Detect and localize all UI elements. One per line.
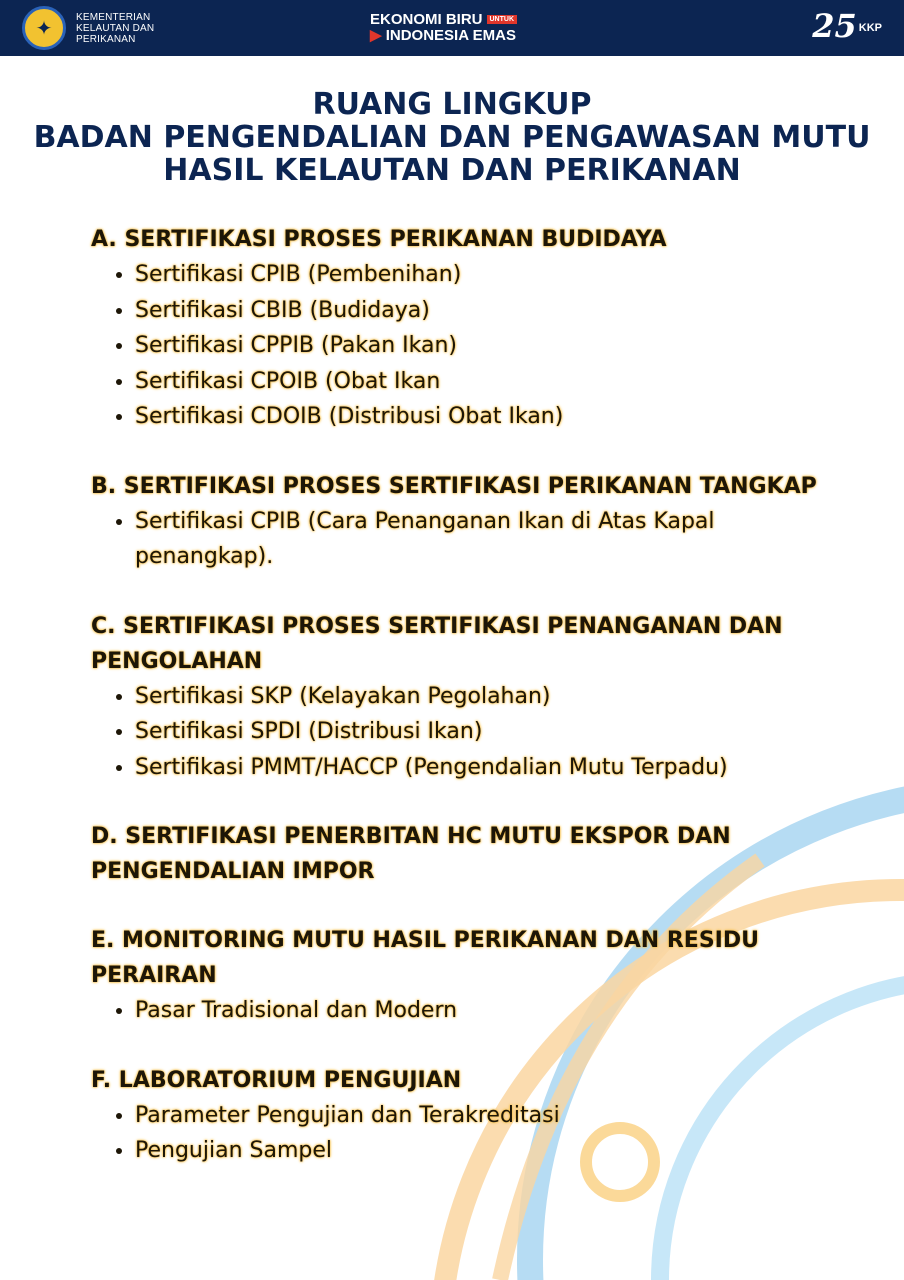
title-line3: HASIL KELAUTAN DAN PERIKANAN — [163, 153, 741, 188]
section-d — [91, 819, 831, 889]
ministry-name-line: PERIKANAN — [76, 33, 136, 45]
campaign-line2: INDONESIA EMAS — [385, 27, 517, 44]
list-item: • Sertifikasi SKP (Kelayakan Pegolahan) — [135, 679, 831, 715]
list-item: • Sertifikasi CPPIB (Pakan Ikan) — [135, 328, 831, 364]
section-items — [91, 679, 831, 786]
section-heading: B. SERTIFIKASI PROSES SERTIFIKASI PERIKANAN TANGKAP — [91, 473, 817, 499]
list-item: • Sertifikasi CBIB (Budidaya) — [135, 293, 831, 329]
campaign-line1: EKONOMI BIRU — [370, 11, 483, 28]
section-heading: C. SERTIFIKASI PROSES SERTIFIKASI PENANGANAN DAN PENGOLAHAN — [91, 613, 783, 674]
list-item: • Sertifikasi CPIB (Pembenihan) — [135, 257, 831, 293]
scope-list — [91, 222, 831, 1203]
list-item: • Pasar Tradisional dan Modern — [135, 993, 831, 1029]
section-items — [91, 993, 831, 1029]
section-b — [91, 469, 831, 575]
section-items — [91, 257, 831, 435]
section-a — [91, 222, 831, 435]
page-title — [0, 88, 904, 187]
ministry-name-line: KEMENTERIAN — [76, 11, 151, 23]
list-item: • Pengujian Sampel — [135, 1133, 831, 1169]
section-heading: F. LABORATORIUM PENGUJIAN — [91, 1067, 462, 1093]
list-item: • Sertifikasi CPIB (Cara Penanganan Ikan di Atas Kapal penangkap). — [135, 504, 831, 575]
list-item: • Sertifikasi PMMT/HACCP (Pengendalian Mutu Terpadu) — [135, 750, 831, 786]
campaign-tag: UNTUK — [487, 15, 518, 24]
section-heading: E. MONITORING MUTU HASIL PERIKANAN DAN RESIDU PERAIRAN — [91, 928, 759, 988]
garuda-emblem-icon: ✦ — [22, 6, 66, 50]
list-item: • Sertifikasi CPOIB (Obat Ikan — [135, 364, 831, 400]
list-item: • Sertifikasi SPDI (Distribusi Ikan) — [135, 714, 831, 750]
section-heading: D. SERTIFIKASI PENERBITAN HC MUTU EKSPOR DAN PENGENDALIAN IMPOR — [91, 824, 731, 884]
list-item: • Sertifikasi CDOIB (Distribusi Obat Ikan) — [135, 399, 831, 435]
section-heading: A. SERTIFIKASI PROSES PERIKANAN BUDIDAYA — [91, 227, 667, 252]
anniversary-number: 25 — [812, 7, 857, 45]
flag-arrow-icon: ▶ — [370, 27, 382, 44]
section-e — [91, 923, 831, 1029]
section-items — [91, 1098, 831, 1169]
section-c — [91, 609, 831, 786]
anniversary-text: KKP — [858, 22, 882, 34]
ministry-name-line: KELAUTAN DAN — [76, 22, 155, 34]
title-line1: RUANG LINGKUP — [312, 87, 592, 122]
list-item: • Parameter Pengujian dan Terakreditasi — [135, 1098, 831, 1134]
section-items — [91, 504, 831, 575]
section-f — [91, 1063, 831, 1169]
title-line2: BADAN PENGENDALIAN DAN PENGAWASAN MUTU — [33, 120, 871, 155]
